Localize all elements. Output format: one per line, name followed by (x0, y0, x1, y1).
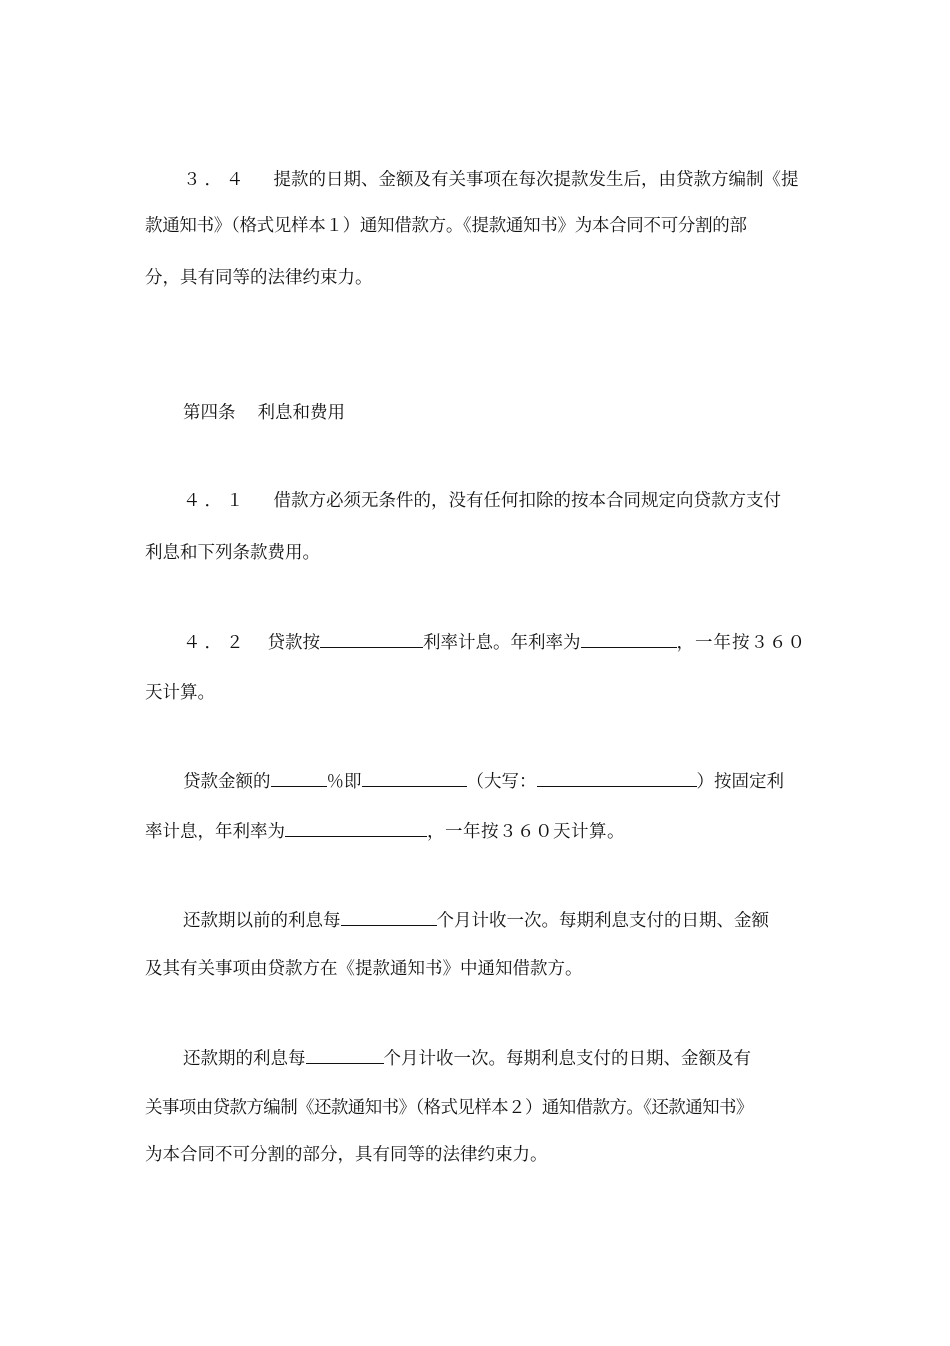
section-3-4-line-3: 分，具有同等的法律约束力。 (145, 268, 373, 288)
paragraph-text: ，一年按３６０ (676, 633, 806, 653)
rate-type-blank[interactable] (320, 629, 423, 648)
section-4-2-line-2: 天计算。 (145, 683, 215, 703)
section-number: ４．１ (183, 491, 248, 511)
fixed-rate-line-2 (145, 818, 810, 844)
article-number: 第四条 (183, 403, 236, 423)
pre-repayment-line-2: 及其有关事项由贷款方在《提款通知书》中通知借款方。 (145, 959, 583, 979)
article-4-heading (183, 401, 810, 425)
pre-repayment-line-1 (183, 907, 810, 933)
amount-blank[interactable] (362, 768, 467, 787)
article-title: 利息和费用 (257, 403, 345, 423)
paragraph-text: 还款期以前的利息每 (183, 911, 341, 931)
section-4-2-line-1 (183, 629, 810, 655)
repayment-line-3: 为本合同不可分割的部分，具有同等的法律约束力。 (145, 1145, 548, 1165)
paragraph-text: 贷款金额的 (183, 772, 271, 792)
fixed-annual-rate-blank[interactable] (285, 818, 427, 837)
paragraph-text: 贷款按 (267, 633, 320, 653)
paragraph-text: ％即 (326, 772, 362, 792)
repayment-line-1 (183, 1045, 810, 1071)
paragraph-text: ，一年按３６０天计算。 (427, 822, 625, 842)
fixed-rate-line-1 (183, 768, 810, 794)
repayment-line-2: 关事项由贷款方编制《还款通知书》（格式见样本２）通知借款方。《还款通知书》 (145, 1098, 753, 1118)
paragraph-text: 个月计收一次。每期利息支付的日期、金额 (436, 911, 769, 931)
annual-rate-blank[interactable] (581, 629, 677, 648)
paragraph-text: ）按固定利 (696, 772, 784, 792)
paragraph-text: （大写： (466, 772, 537, 792)
percent-blank[interactable] (271, 768, 327, 787)
section-4-1-line-1 (183, 489, 810, 513)
section-4-1-line-2: 利息和下列条款费用。 (145, 543, 320, 563)
section-number: ３．４ (183, 170, 248, 190)
paragraph-text: 率计息，年利率为 (145, 822, 285, 842)
repayment-months-blank[interactable] (306, 1045, 384, 1064)
section-3-4-line-2: 款通知书》（格式见样本１）通知借款方。《提款通知书》为本合同不可分割的部 (145, 216, 747, 236)
paragraph-text: 借款方必须无条件的，没有任何扣除的按本合同规定向贷款方支付 (273, 491, 781, 511)
paragraph-text: 还款期的利息每 (183, 1049, 306, 1069)
paragraph-text: 提款的日期、金额及有关事项在每次提款发生后，由贷款方编制《提 (273, 170, 799, 190)
paragraph-text: 利率计息。年利率为 (423, 633, 581, 653)
pre-repayment-months-blank[interactable] (341, 907, 437, 926)
amount-in-words-blank[interactable] (537, 768, 697, 787)
section-3-4-line-1 (183, 168, 810, 192)
paragraph-text: 个月计收一次。每期利息支付的日期、金额及有 (383, 1049, 751, 1069)
section-number: ４．２ (183, 633, 248, 653)
